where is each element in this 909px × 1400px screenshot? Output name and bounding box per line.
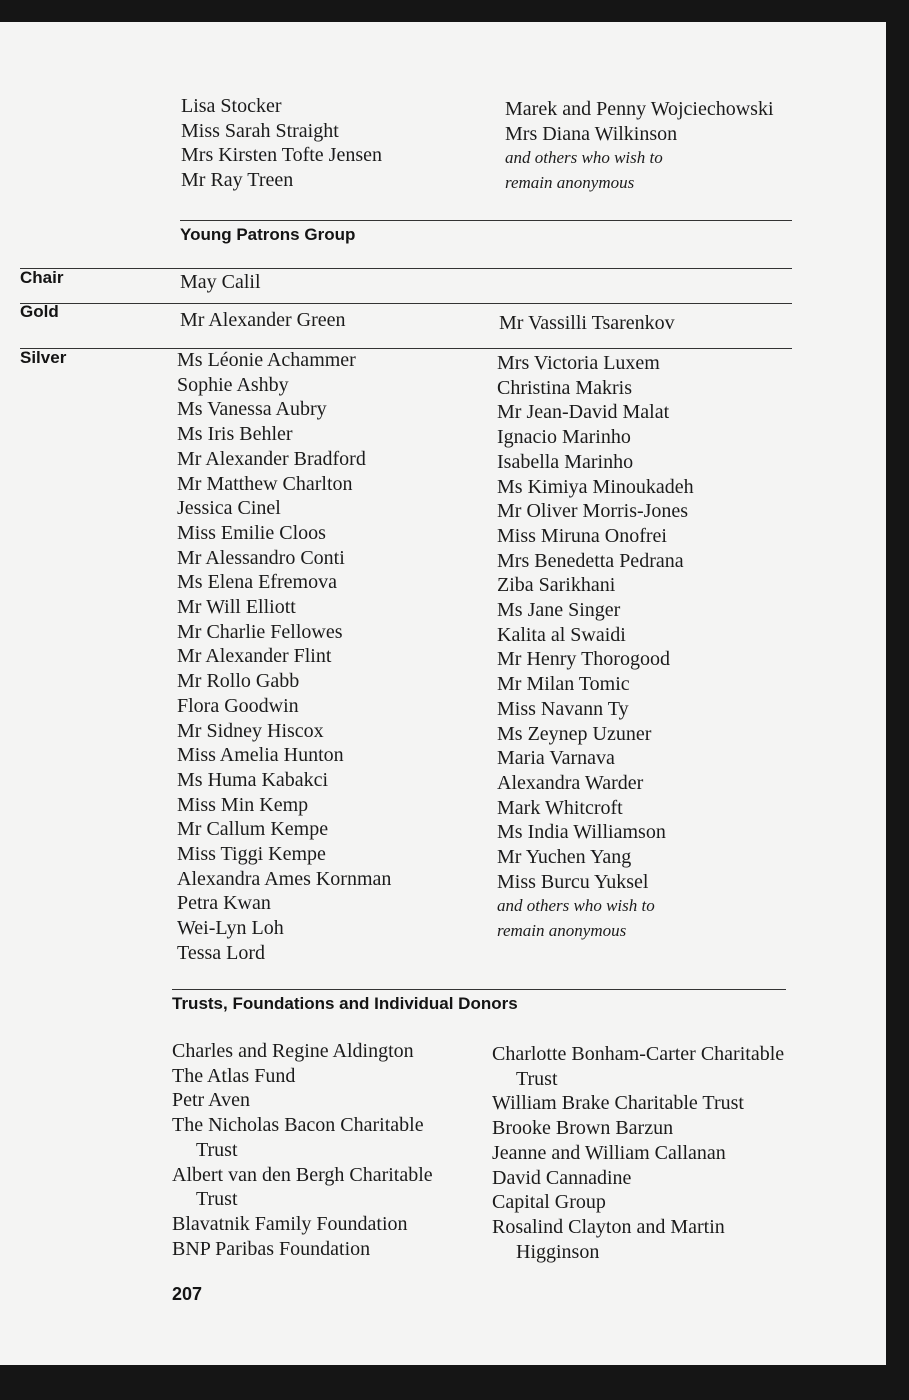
chair-list: [180, 270, 261, 295]
list-item: Wei-Lyn Loh: [177, 917, 284, 940]
list-item: Mrs Diana Wilkinson: [505, 122, 678, 145]
document-page: [0, 22, 886, 1365]
list-item: Ms Iris Behler: [177, 423, 293, 446]
list-item: BNP Paribas Foundation: [172, 1237, 371, 1260]
list-item: and others who wish to: [497, 896, 655, 916]
list-item: Mr Will Elliott: [177, 596, 296, 619]
list-item: Mr Alexander Bradford: [177, 447, 366, 470]
list-item: William Brake Charitable Trust: [492, 1092, 744, 1115]
list-item: Mr Alexander Green: [180, 309, 346, 331]
young-patrons-heading: Young Patrons Group: [180, 225, 356, 244]
gold-label: Gold: [20, 302, 59, 321]
list-item: The Atlas Fund: [172, 1064, 296, 1087]
list-item: Jessica Cinel: [177, 497, 281, 520]
list-item: remain anonymous: [497, 921, 627, 941]
list-item: Mr Yuchen Yang: [497, 846, 632, 869]
silver-right-list: [497, 351, 694, 944]
divider: [20, 348, 792, 349]
silver-left-list: [177, 348, 391, 966]
list-item: Mark Whitcroft: [497, 796, 623, 819]
list-item: Mrs Benedetta Pedrana: [497, 549, 684, 572]
list-item: Mr Jean-David Malat: [497, 401, 670, 424]
list-item: Alexandra Warder: [497, 771, 644, 794]
trusts-right-list: [492, 1042, 784, 1264]
list-item: Mr Henry Thorogood: [497, 648, 670, 671]
list-item: Mr Sidney Hiscox: [177, 719, 324, 742]
divider: [20, 268, 792, 269]
top-left-list: [181, 94, 382, 193]
list-item: Miss Sarah Straight: [181, 119, 339, 142]
list-item: Ms India Williamson: [497, 821, 666, 844]
list-item: Ms Léonie Achammer: [177, 349, 356, 371]
list-item: Mrs Kirsten Tofte Jensen: [181, 144, 382, 167]
list-item: Ms Kimiya Minoukadeh: [497, 475, 694, 498]
list-item: Miss Min Kemp: [177, 793, 309, 816]
list-item: Ms Zeynep Uzuner: [497, 722, 652, 745]
divider: [180, 220, 792, 221]
list-item: Lisa Stocker: [181, 95, 282, 117]
list-item: May Calil: [180, 271, 261, 293]
trusts-heading: Trusts, Foundations and Individual Donors: [172, 994, 518, 1013]
list-item: The Nicholas Bacon Charitable: [172, 1114, 424, 1137]
list-item: Mr Callum Kempe: [177, 818, 329, 841]
list-item: Capital Group: [492, 1191, 606, 1214]
list-item: Mr Alessandro Conti: [177, 546, 345, 569]
list-item: Trust: [196, 1188, 238, 1211]
list-item: Flora Goodwin: [177, 694, 299, 717]
divider: [20, 303, 792, 304]
list-item: Isabella Marinho: [497, 450, 634, 473]
list-item: David Cannadine: [492, 1166, 632, 1189]
list-item: Mr Vassilli Tsarenkov: [499, 312, 675, 334]
list-item: Ziba Sarikhani: [497, 574, 616, 597]
list-item: Alexandra Ames Kornman: [177, 867, 392, 890]
list-item: remain anonymous: [505, 173, 635, 193]
list-item: Trust: [516, 1067, 558, 1090]
chair-label: Chair: [20, 268, 64, 287]
top-right-list: [505, 97, 774, 196]
list-item: Petra Kwan: [177, 892, 271, 915]
list-item: Mr Ray Treen: [181, 169, 294, 192]
list-item: Mrs Victoria Luxem: [497, 352, 660, 374]
gold-left-list: [180, 308, 346, 333]
divider: [172, 989, 786, 990]
list-item: Kalita al Swaidi: [497, 623, 626, 646]
list-item: Mr Charlie Fellowes: [177, 620, 343, 643]
list-item: Jeanne and William Callanan: [492, 1141, 726, 1164]
list-item: Mr Milan Tomic: [497, 673, 630, 696]
list-item: Tessa Lord: [177, 941, 266, 964]
list-item: Ms Elena Efremova: [177, 571, 337, 594]
list-item: Miss Amelia Hunton: [177, 744, 344, 767]
list-item: Albert van den Bergh Charitable: [172, 1163, 433, 1186]
list-item: Miss Tiggi Kempe: [177, 843, 326, 866]
list-item: Miss Emilie Cloos: [177, 521, 326, 544]
list-item: Charles and Regine Aldington: [172, 1040, 414, 1062]
list-item: Mr Alexander Flint: [177, 645, 332, 668]
list-item: Marek and Penny Wojciechowski: [505, 98, 774, 120]
list-item: Maria Varnava: [497, 747, 615, 770]
list-item: Higginson: [516, 1240, 600, 1263]
list-item: Mr Oliver Morris-Jones: [497, 500, 689, 523]
list-item: Petr Aven: [172, 1089, 250, 1112]
list-item: Miss Navann Ty: [497, 697, 629, 720]
list-item: Mr Matthew Charlton: [177, 472, 353, 495]
list-item: Sophie Ashby: [177, 373, 289, 396]
list-item: Miss Burcu Yuksel: [497, 870, 649, 893]
list-item: and others who wish to: [505, 148, 663, 168]
page-number: 207: [172, 1284, 203, 1304]
gold-right-list: [499, 311, 675, 336]
list-item: Rosalind Clayton and Martin: [492, 1215, 725, 1238]
list-item: Ms Vanessa Aubry: [177, 398, 327, 421]
list-item: Mr Rollo Gabb: [177, 670, 300, 693]
list-item: Ms Huma Kabakci: [177, 768, 329, 791]
list-item: Trust: [196, 1138, 238, 1161]
silver-label: Silver: [20, 348, 67, 367]
list-item: Christina Makris: [497, 376, 632, 399]
list-item: Ms Jane Singer: [497, 599, 621, 622]
list-item: Charlotte Bonham-Carter Charitable: [492, 1043, 785, 1065]
list-item: Miss Miruna Onofrei: [497, 524, 667, 547]
trusts-left-list: [172, 1039, 433, 1261]
list-item: Brooke Brown Barzun: [492, 1117, 674, 1140]
list-item: Blavatnik Family Foundation: [172, 1212, 408, 1235]
list-item: Ignacio Marinho: [497, 426, 631, 449]
